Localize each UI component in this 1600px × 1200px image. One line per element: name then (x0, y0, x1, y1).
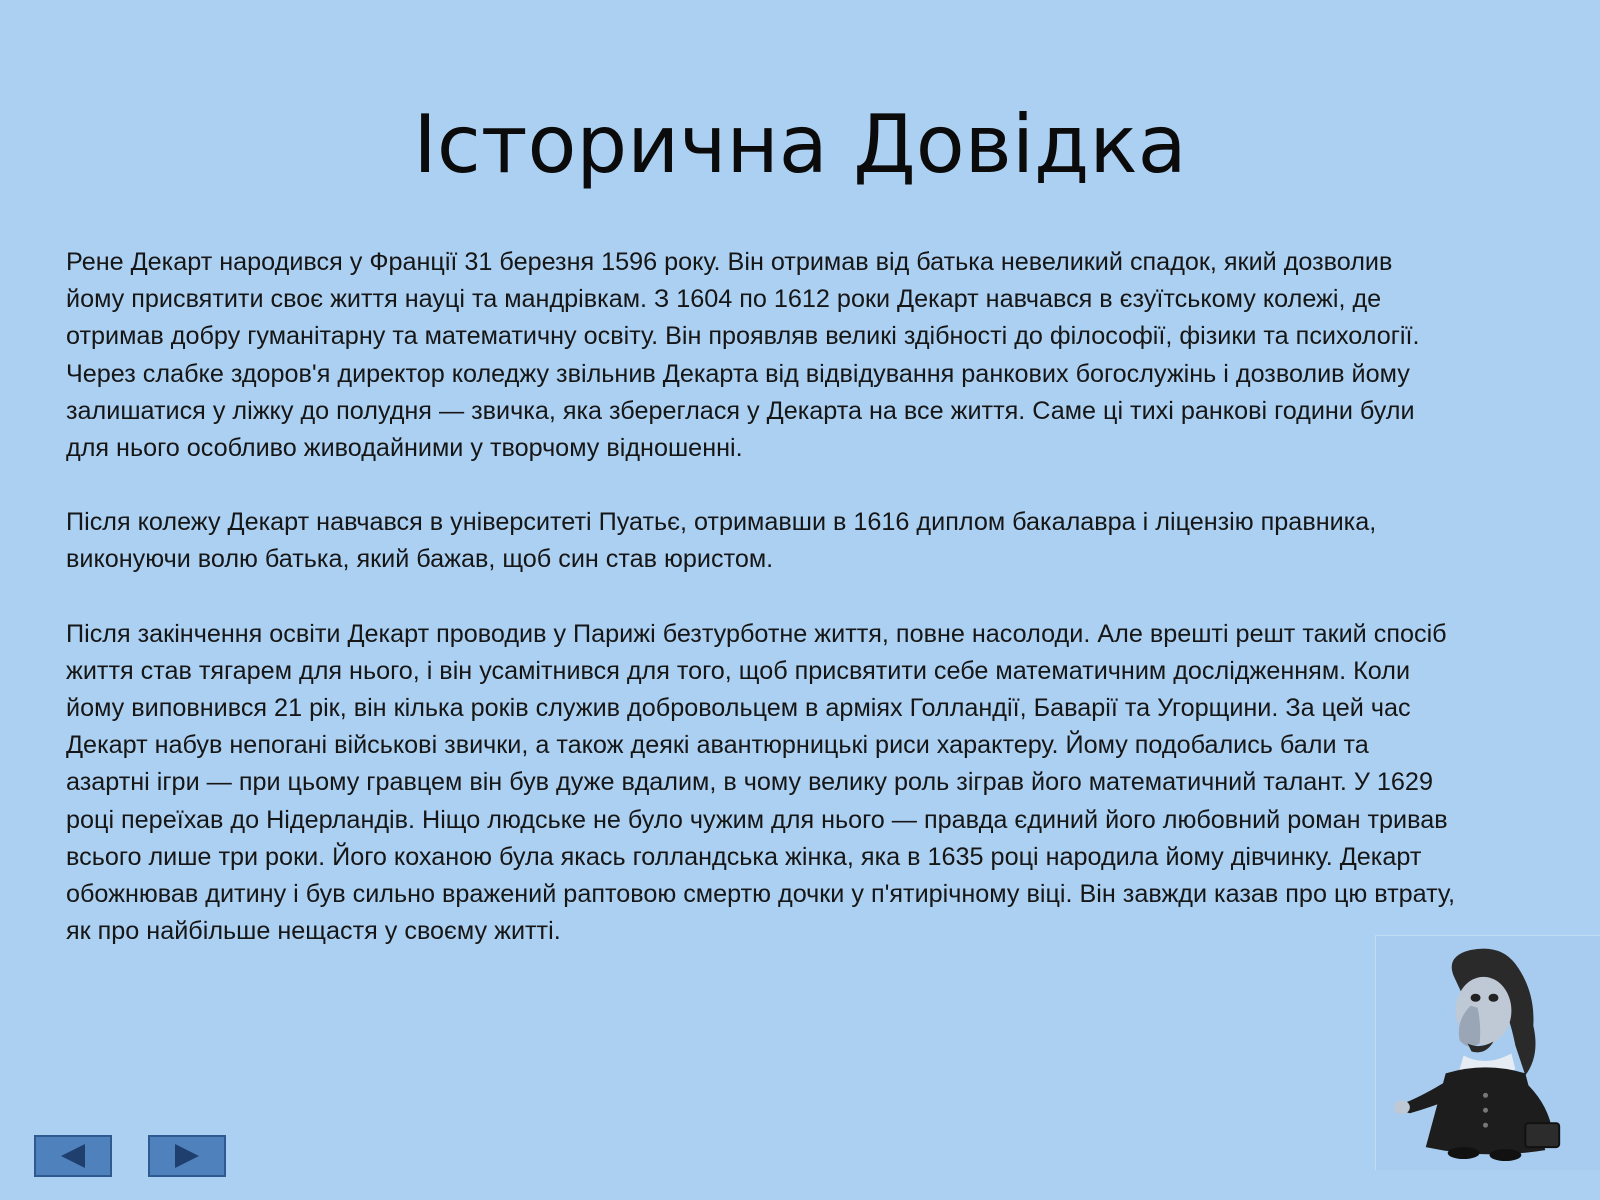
arrow-right-icon (167, 1141, 207, 1171)
next-slide-button[interactable] (148, 1135, 226, 1177)
arrow-left-icon (53, 1141, 93, 1171)
previous-slide-button[interactable] (34, 1135, 112, 1177)
paragraph-university: Після колежу Декарт навчався в університеті Пуатьє, отримавши в 1616 диплом бакалавра і ліцензію правника, виконуючи волю батька, який бажав, щоб син став юристом. (66, 508, 1377, 574)
slide-title: Історична Довідка (413, 98, 1187, 191)
slide-body (66, 244, 1456, 987)
caricature-figure-icon (1376, 936, 1600, 1170)
descartes-caricature-image (1375, 935, 1600, 1170)
paragraph-early-life: Рене Декарт народився у Франції 31 березня 1596 року. Він отримав від батька невеликий спадок, який дозволив йому присвятити своє життя науці та мандрівкам. З 1604 по 1612 роки Декарт навчався в єзуїтському колежі, де отримав добру гуманітарну та математичну освіту. Він проявляв великі здібності до філософії, фізики та психології. Через слабке здоров'я директор коледжу звільнив Декарта від відвідування ранкових богослужінь і дозволив йому залишатися у ліжку до полудня — звичка, яка збереглася у Декарта на все життя. Саме ці тихі ранкові години були для нього особливо живодайними у творчому відношенні. (66, 248, 1420, 463)
paragraph-later-life: Після закінчення освіти Декарт проводив у Парижі безтурботне життя, повне насолоди. Але врешті решт такий спосіб життя став тягарем для нього, і він усамітнився для того, щоб присвятити себе математичним дослідженням. Коли йому виповнився 21 рік, він кілька років служив добровольцем в арміях Голландії, Баварії та Угорщини. За цей час Декарт набув непогані військові звички, а також деякі авантюрницькі риси характеру. Йому подобались бали та азартні ігри — при цьому гравцем він був дуже вдалим, в чому велику роль зіграв його математичний талант. У 1629 році переїхав до Нідерландів. Ніщо людське не було чужим для нього — правда єдиний його любовний роман тривав всього лише три роки. Його коханою була якась голландська жінка, яка в 1635 році народила йому дівчинку. Декарт обожнював дитину і був сильно вражений раптовою смертю дочки у п'ятирічному віці. Він завжди казав про цю втрату, як про найбільше нещастя у своєму житті. (66, 619, 1455, 946)
